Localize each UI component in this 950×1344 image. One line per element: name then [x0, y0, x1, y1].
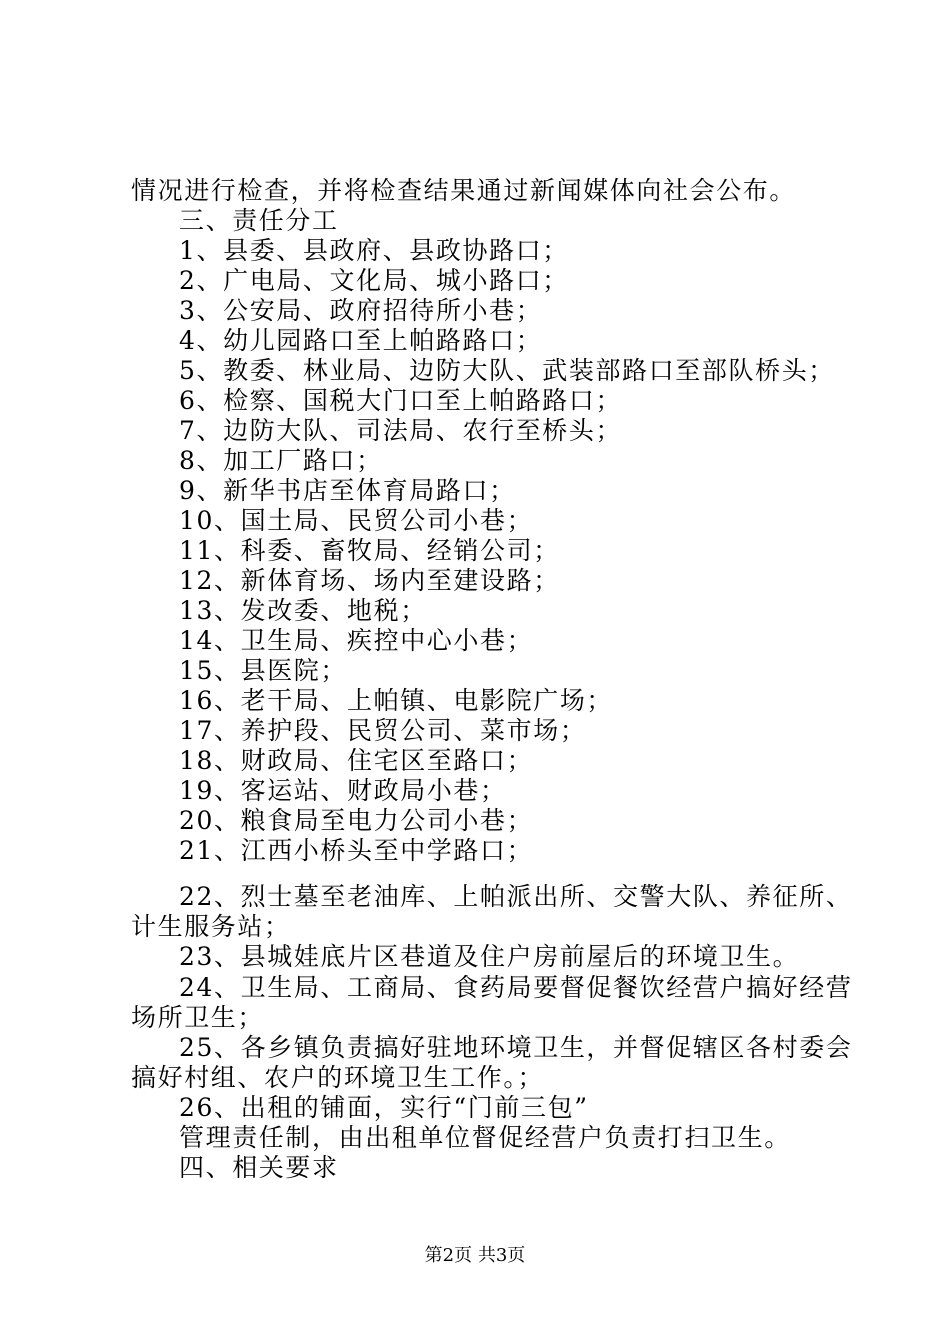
list-item-continuation: 场所卫生； [131, 1003, 265, 1032]
list-item: 7、边防大队、司法局、农行至桥头； [179, 416, 623, 445]
list-item-continuation: 计生服务站； [131, 912, 291, 941]
section-heading-3: 三、责任分工 [179, 206, 339, 235]
section-heading-4: 四、相关要求 [179, 1153, 339, 1182]
list-item: 19、客运站、财政局小巷； [179, 776, 507, 805]
list-item: 4、幼儿园路口至上帕路路口； [179, 326, 543, 355]
list-item: 10、国土局、民贸公司小巷； [179, 506, 534, 535]
list-item: 1、县委、县政府、县政协路口； [179, 236, 569, 265]
list-item: 13、发改委、地税； [179, 596, 427, 625]
page-number-footer: 第2页 共3页 [424, 1245, 526, 1266]
list-item-continuation: 管理责任制，由出租单位督促经营户负责打扫卫生。 [179, 1123, 791, 1152]
list-item: 23、县城娃底片区巷道及住户房前屋后的环境卫生。 [179, 942, 800, 971]
list-item: 26、出租的铺面，实行“门前三包” [179, 1093, 589, 1122]
list-item: 9、新华书店至体育局路口； [179, 476, 516, 505]
list-item: 2、广电局、文化局、城小路口； [179, 266, 569, 295]
list-item: 17、养护段、民贸公司、菜市场； [179, 716, 587, 745]
list-item: 20、粮食局至电力公司小巷； [179, 806, 534, 835]
list-item: 21、江西小桥头至中学路口； [179, 836, 534, 865]
list-item: 8、加工厂路口； [179, 446, 383, 475]
list-item: 5、教委、林业局、边防大队、武装部路口至部队桥头； [179, 356, 835, 385]
list-item: 14、卫生局、疾控中心小巷； [179, 626, 534, 655]
text-line-continuation: 情况进行检查，并将检查结果通过新闻媒体向社会公布。 [131, 176, 797, 205]
list-item: 11、科委、畜牧局、经销公司； [179, 536, 560, 565]
list-item: 16、老干局、上帕镇、电影院广场； [179, 686, 614, 715]
list-item: 24、卫生局、工商局、食药局要督促餐饮经营户搞好经营 [179, 973, 853, 1002]
list-item-continuation: 搞好村组、农户的环境卫生工作。； [131, 1063, 545, 1092]
list-item: 6、检察、国税大门口至上帕路路口； [179, 386, 623, 415]
list-item: 25、各乡镇负责搞好驻地环境卫生，并督促辖区各村委会 [179, 1033, 853, 1062]
list-item: 18、财政局、住宅区至路口； [179, 746, 534, 775]
list-item: 22、烈士墓至老油库、上帕派出所、交警大队、养征所、 [179, 882, 853, 911]
list-item: 15、县医院； [179, 656, 348, 685]
list-item: 12、新体育场、场内至建设路； [179, 566, 560, 595]
list-item: 3、公安局、政府招待所小巷； [179, 296, 543, 325]
